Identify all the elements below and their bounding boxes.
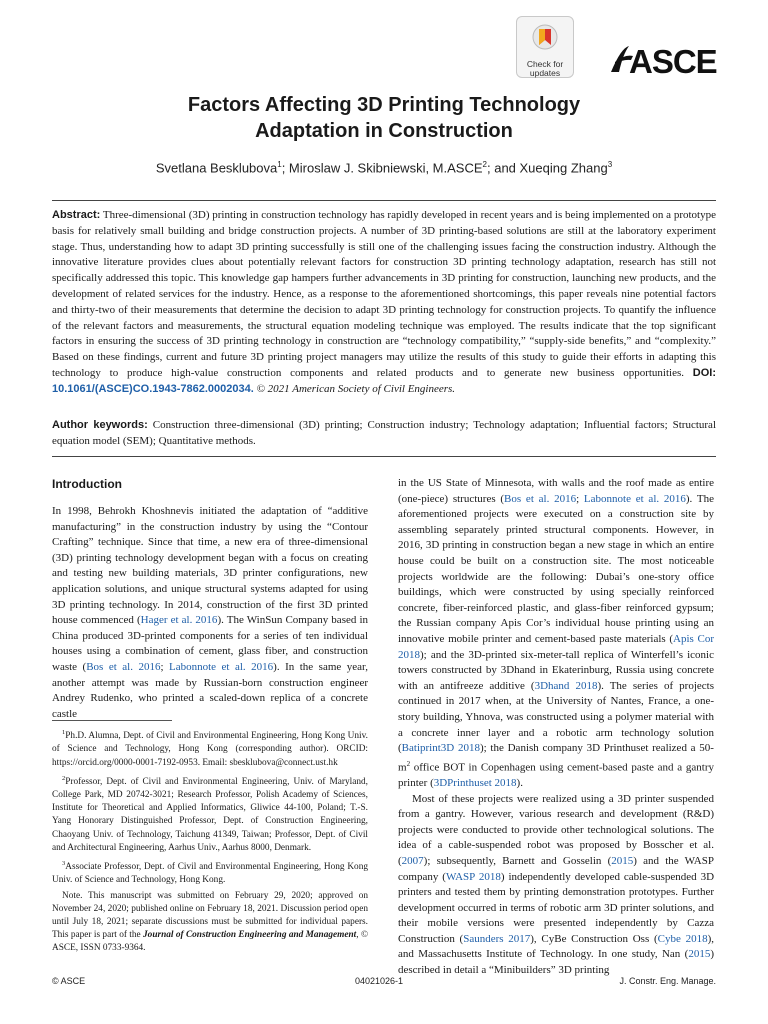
doi-label: DOI: xyxy=(692,366,717,379)
citation-link[interactable]: 3DPrinthuset 2018 xyxy=(433,776,517,789)
abstract-label: Abstract: xyxy=(52,209,101,221)
footer-page-id: 04021026-1 xyxy=(355,976,404,986)
title-line-2: Adaptation in Construction xyxy=(255,120,513,142)
author-3: ; and Xueqing Zhang xyxy=(486,160,608,176)
abstract-bottom-rule xyxy=(52,456,716,457)
right-paragraph-1: in the US State of Minnesota, with walls and the roof made as entire (one-piece) structures (Bos et al. 2016; Labonnote et al. 2016). The aforementioned projects were executed on a construction site by assembling separately printed structural components. However, in 2016, 3D printing in construction began a new stage in which an entire house could be built on a construction site. The most noticeable projects worldwide are the following: Dubai’s one-story office buildings, which were constructed by using specially reinforced concrete, fiber-reinforced plastic, and glass-fiber reinforced gypsum; the Russian company Apis Cor’s individual house printing using an innovative mobile printer and cement-based paste materials (Apis Cor 2018); and the 3D-printed six-meter-tall replica of Winterfell’s iconic towers constructed by 3Dhand in Ekaterinburg, Russia using concrete with an antifreeze additive (3Dhand 2018). The series of projects continued in 2017 when, at the University of Nantes, France, a one-story building, Yhnova, was constructed using a polymer material with a concrete inner layer and a robotic arm technology solution (Batiprint3D 2018); the Danish company 3D Printhuset realized a $50-m^2$ office BOT in Copenhagen using cement-based paste and a gantry printer (3DPrinthuset 2018). xyxy=(398,477,714,789)
footnote-3: $^3$Associate Professor, Dept. of Civil and Environmental Engineering, Hong Kong Univ. of Science and Technology, Hong Kong. xyxy=(52,860,368,886)
author-3-sup: 3 xyxy=(607,160,613,169)
asce-logo xyxy=(611,42,717,78)
citation-link[interactable]: 3Dhand 2018 xyxy=(534,679,598,692)
footnote-1: $^1$Ph.D. Alumna, Dept. of Civil and Environmental Engineering, Hong Kong Univ. of Science and Technology, Hong Kong (corresponding author). ORCID: https://orcid.org/0000-0001-7192-0953. Email: sbesklubova@connect.ust.hk xyxy=(52,729,368,768)
title-line-1: Factors Affecting 3D Printing Technology xyxy=(187,94,581,116)
citation-link[interactable]: Cybe 2018 xyxy=(657,932,708,945)
citation-link[interactable]: Bos et al. 2016 xyxy=(86,660,161,673)
citation-link[interactable]: Labonnote et al. 2016 xyxy=(169,660,274,673)
keywords-label: Author keywords: xyxy=(52,419,148,431)
citation-link[interactable]: WASP 2018 xyxy=(445,870,501,883)
paper-title xyxy=(60,92,708,144)
citation-link[interactable]: Labonnote et al. 2016 xyxy=(583,492,686,505)
submission-note: Note. This manuscript was submitted on February 29, 2020; approved on November 24, 2020; published online on February 18, 2021. Discussion period open until July 18, 2021; separate discussions must be submitted for individual papers. This paper is part of the Journal of Construction Engineering and Management, © ASCE, ISSN 0733-9364. xyxy=(52,890,369,954)
section-heading-introduction: Introduction xyxy=(52,477,122,491)
badge-label-1: Check for xyxy=(526,59,564,69)
footer-copyright: © ASCE xyxy=(52,976,86,986)
citation-link[interactable]: 2015 xyxy=(688,948,711,961)
abstract xyxy=(52,208,716,398)
citation-link[interactable]: Batiprint3D 2018 xyxy=(401,742,480,755)
copyright-text: © 2021 American Society of Civil Engineers. xyxy=(256,382,456,395)
citation-link[interactable]: 2007 xyxy=(401,854,424,867)
citation-link[interactable]: Saunders 2017 xyxy=(463,932,531,945)
author-1-sup: 1 xyxy=(277,160,282,169)
journal-name: Journal of Construction Engineering and Management xyxy=(143,930,357,941)
footnote-rule xyxy=(52,720,172,721)
citation-link[interactable]: 2015 xyxy=(611,854,634,867)
check-for-updates-icon xyxy=(530,22,560,52)
citation-link[interactable]: Apis Cor 2018 xyxy=(398,632,714,661)
author-2-sup: 2 xyxy=(482,160,487,169)
right-paragraph-2: Most of these projects were realized using a 3D printer suspended from a gantry. However, various research and development (R&D) projects were conducted to provide other technological solutions. The idea of a cable-suspended robot was proposed by Bosscher et al. (2007); subsequently, Barnett and Gosselin (2015) and the WASP company (WASP 2018) independently developed cable-suspended 3D printers and tested them by printing demonstration prototypes. Further development occurred in terms of robotic arm 3D printer solutions, and their mobile versions were presented independently by Cazza Construction (Saunders 2017), CyBe Construction Oss (Cybe 2018), and Massachusetts Institute of Technology. In one study, Nan (2015) described in detail a “Minibuilders” 3D printing xyxy=(398,792,715,977)
author-keywords xyxy=(52,418,716,449)
author-list xyxy=(60,160,708,175)
citation-link[interactable]: Hager et al. 2016 xyxy=(140,614,218,627)
left-column xyxy=(52,476,368,722)
intro-paragraph-1: In 1998, Behrokh Khoshnevis initiated the adaptation of “additive manufacturing” in the construction industry by using the “Contour Crafting” technique. Since that time, a new era of three-dimensional (3D) printing technology development began with a focus on creating and testing new building materials, 3D printer configurations, new application solutions, and unique structural systems adapted for using 3D printing technology. In 2014, construction of the first 3D printed house commenced (Hager et al. 2016). The WinSun Company based in China produced 3D-printed components for a series of ten individual houses using a combination of cement, glass fiber, and construction waste (Bos et al. 2016; Labonnote et al. 2016). In the same year, another attempt was made by Russian-born construction engineer Andrey Rudenko, who printed a scaled-down replica of a concrete castle xyxy=(52,505,369,720)
asce-logo-text: ASCE xyxy=(629,43,717,78)
footnote-2: $^2$Professor, Dept. of Civil and Environmental Engineering, Univ. of Maryland, College Park, MD 20742-3021; Research Professor, Polish Academy of Sciences, Institute for Theoretical and Applied Informatics, Gliwice 44-100, Poland; T.-S. Yang Honorary Distinguished Professor, Dept. of Construction Engineering, Chaoyang Univ. of Technology, Taichung 41349, Taiwan; Professor, Dept. of Civil and Architectural Engineering, Aarhus Univ., Aarhus 8000, Denmark. xyxy=(52,774,368,853)
abstract-text: Three-dimensional (3D) printing in construction technology has rapidly developed in recent years and is being implemented on a prototype basis for relatively small building and bridge construction projects. A number of 3D printing-based solutions are still at the laboratory experiment stage. Thus, understanding how to adapt 3D printing successfully is still one of the challenging issues facing the construction industry. Although the innovative literature provides clues about potentially relevant factors for construction 3D printing technology adaptation, research has still not specifically addressed this topic. This knowledge gap hampers further advancements in 3D printing for construction, launching new products, and the development of related services for the industry. Hence, as a response to the aforementioned shortcomings, this paper reveals nine potential factors and thirty-two of their measurements that determine the decision to adapt 3D printing technology for construction projects. To quantify the influence of the relevant factors and measurements, the structural equation modeling technique was employed. The results indicate that the top significant factors in ensuring the success of 3D printing technology in construction are “technology compatibility,” “supply-side benefits,” and “complexity.” Based on these findings, current and future 3D printing project managers may utilize the results of this study to guide their efforts in adapting this technology to produce high-value construction components and related products and to generate new business opportunities. xyxy=(52,209,716,379)
badge-label-2: updates xyxy=(529,68,561,78)
abstract-top-rule xyxy=(52,200,716,201)
author-2: ; Miroslaw J. Skibniewski, M.ASCE xyxy=(281,160,483,176)
footer-journal: J. Constr. Eng. Manage. xyxy=(619,976,716,986)
doi-link[interactable]: 10.1061/(ASCE)CO.1943-7862.0002034. xyxy=(52,382,254,395)
right-column xyxy=(398,476,714,979)
author-1: Svetlana Besklubova xyxy=(155,160,278,176)
footnotes xyxy=(52,726,368,958)
check-for-updates-badge[interactable] xyxy=(516,16,574,78)
keywords-text: Construction three-dimensional (3D) printing; Construction industry; Technology adaptation; Influential factors; Structural equation model (SEM); Quantitative methods. xyxy=(52,419,716,447)
citation-link[interactable]: Bos et al. 2016 xyxy=(504,492,577,505)
